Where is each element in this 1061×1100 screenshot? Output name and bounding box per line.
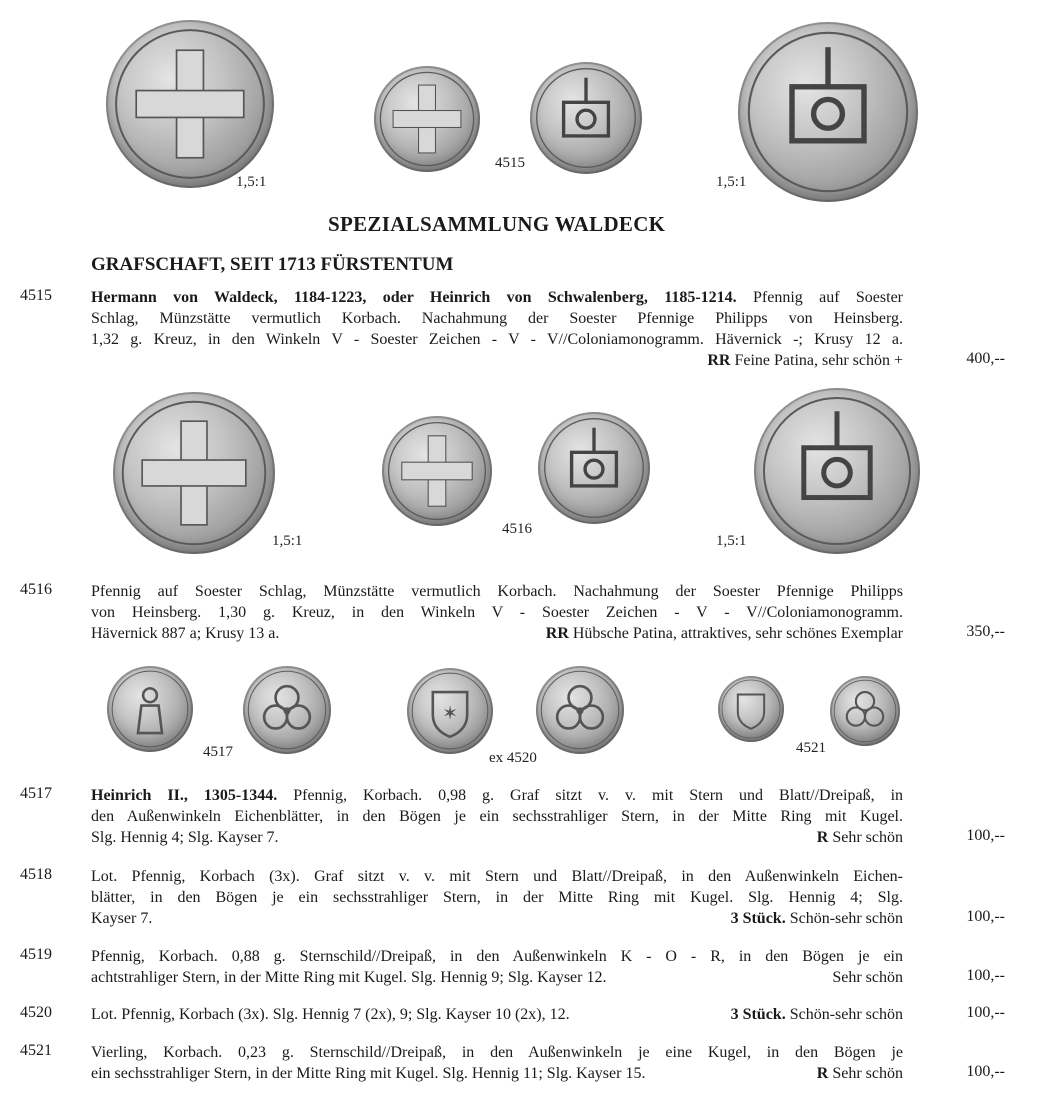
lot-grade: R Sehr schön bbox=[816, 1065, 903, 1082]
coin-4516-reverse-enlarged bbox=[754, 388, 920, 554]
lot-grade: RR Hübsche Patina, attraktives, sehr schönes Exemplar bbox=[545, 625, 903, 642]
coin-4516-obverse bbox=[382, 416, 492, 526]
trefoil-icon bbox=[536, 666, 624, 754]
lot-price: 100,-- bbox=[966, 1063, 1005, 1080]
plate-4515-ratio-left: 1,5:1 bbox=[236, 174, 267, 190]
lot-number: 4517 bbox=[20, 785, 52, 802]
coin-4517-reverse bbox=[243, 666, 331, 754]
lot-number: 4521 bbox=[20, 1042, 52, 1059]
lot-grade: RR Feine Patina, sehr schön + bbox=[707, 352, 903, 369]
coin-4515-obverse-enlarged bbox=[106, 20, 274, 188]
coin-4521-reverse bbox=[830, 676, 900, 746]
cross-icon bbox=[374, 66, 480, 172]
coin-4515-reverse bbox=[530, 62, 642, 174]
coin-4517-obverse bbox=[107, 666, 193, 752]
lot-number: 4520 bbox=[20, 1004, 52, 1021]
star-shield-icon bbox=[718, 676, 784, 742]
lot-number: 4515 bbox=[20, 287, 52, 304]
lot-number: 4519 bbox=[20, 946, 52, 963]
lot-price: 400,-- bbox=[966, 350, 1005, 367]
plate-4520-lot-number: ex 4520 bbox=[489, 750, 537, 766]
lot-number: 4516 bbox=[20, 581, 52, 598]
lot-price: 100,-- bbox=[966, 827, 1005, 844]
lot-description: Lot. Pfennig, Korbach (3x). Graf sitzt v. v. mit Stern und Blatt//Dreipaß, in den Außenwinkeln Eichen- blätter, in den Bögen je ein sechsstrahliger Stern, in der Mitte Ring mit Kugel. Slg. Hennig 4; Slg. Kayser 7. 3 Stück. Schön-sehr schön bbox=[91, 868, 903, 927]
colonia-monogram-icon bbox=[754, 388, 920, 554]
lot-description: Hermann von Waldeck, 1184-1223, oder Heinrich von Schwalenberg, 1185-1214. Pfennig auf Soester Schlag, Münzstätte vermutlich Korbach. Nachahmung der Soester Pfennige Philipps von Heinsberg. 1,32 g. Kreuz, in den Winkeln V - Soester Zeichen - V - V//Coloniamonogramm. Hävernick -; Krusy 12 a. RR Feine Patina, sehr schön + bbox=[91, 289, 904, 369]
coin-4521-obverse bbox=[718, 676, 784, 742]
section-title: SPEZIALSAMMLUNG WALDECK bbox=[328, 212, 666, 236]
coin-4520-reverse bbox=[536, 666, 624, 754]
coin-4516-reverse bbox=[538, 412, 650, 524]
plate-4515-ratio-right: 1,5:1 bbox=[716, 174, 747, 190]
lot-grade: R Sehr schön bbox=[816, 829, 903, 846]
trefoil-icon bbox=[243, 666, 331, 754]
colonia-monogram-icon bbox=[530, 62, 642, 174]
plate-4521-lot-number: 4521 bbox=[796, 740, 826, 756]
colonia-monogram-icon bbox=[738, 22, 918, 202]
plate-4515-lot-number: 4515 bbox=[495, 155, 525, 171]
lot-price: 350,-- bbox=[966, 623, 1005, 640]
cross-icon bbox=[382, 416, 492, 526]
lot-ruler: Hermann von Waldeck, 1184-1223, oder Heinrich von Schwalenberg, 1185-1214. bbox=[91, 289, 737, 306]
lot-grade: Sehr schön bbox=[832, 969, 903, 986]
coin-4515-reverse-enlarged bbox=[738, 22, 918, 202]
seated-count-icon bbox=[107, 666, 193, 752]
coin-4515-obverse bbox=[374, 66, 480, 172]
coin-4520-obverse bbox=[407, 668, 493, 754]
lot-number: 4518 bbox=[20, 866, 52, 883]
lot-price: 100,-- bbox=[966, 1004, 1005, 1021]
lot-description: Vierling, Korbach. 0,23 g. Sternschild//Dreipaß, in den Außenwinkeln je eine Kugel, in den Bögen je ein sechsstrahliger Stern, in der Mitte Ring mit Kugel. Slg. Hennig 11; Slg. Kayser 15. R Sehr schön bbox=[91, 1044, 903, 1082]
lot-description: Pfennig, Korbach. 0,88 g. Sternschild//Dreipaß, in den Außenwinkeln K - O - R, in den Bögen je ein achtstrahliger Stern, in der Mitte Ring mit Kugel. Slg. Hennig 9; Slg. Kayser 12. Sehr schön bbox=[91, 948, 903, 986]
lot-price: 100,-- bbox=[966, 908, 1005, 925]
trefoil-icon bbox=[830, 676, 900, 746]
colonia-monogram-icon bbox=[538, 412, 650, 524]
cross-icon bbox=[113, 392, 275, 554]
plate-4516-lot-number: 4516 bbox=[502, 521, 532, 537]
lot-description: Pfennig auf Soester Schlag, Münzstätte vermutlich Korbach. Nachahmung der Soester Pfennige Philipps von Heinsberg. 1,30 g. Kreuz, in den Winkeln V - Soester Zeichen - V - V//Coloniamonogramm. Hävernick 887 a; Krusy 13 a. RR Hübsche Patina, attraktives, sehr schönes Exemplar bbox=[91, 583, 903, 642]
lot-price: 100,-- bbox=[966, 967, 1005, 984]
plate-4516-ratio-right: 1,5:1 bbox=[716, 533, 747, 549]
sub-title: GRAFSCHAFT, SEIT 1713 FÜRSTENTUM bbox=[91, 254, 454, 275]
lot-ruler: Heinrich II., 1305-1344. bbox=[91, 787, 278, 804]
lot-grade: 3 Stück. Schön-sehr schön bbox=[730, 1006, 903, 1023]
plate-4516-ratio-left: 1,5:1 bbox=[272, 533, 303, 549]
lot-description: Lot. Pfennig, Korbach (3x). Slg. Hennig 7 (2x), 9; Slg. Kayser 10 (2x), 12. 3 Stück. Schön-sehr schön bbox=[91, 1006, 903, 1023]
svg-text:✶: ✶ bbox=[442, 703, 458, 725]
plate-4517-lot-number: 4517 bbox=[203, 744, 233, 760]
lot-description: Heinrich II., 1305-1344. Pfennig, Korbach. 0,98 g. Graf sitzt v. v. mit Stern und Blatt//Dreipaß, in den Außenwinkeln Eichenblätter, in den Bögen je ein sechsstrahliger Stern, in der Mitte Ring mit Kugel. Slg. Hennig 4; Slg. Kayser 7. R Sehr schön bbox=[91, 787, 904, 846]
lot-grade: 3 Stück. Schön-sehr schön bbox=[730, 910, 903, 927]
coin-4516-obverse-enlarged bbox=[113, 392, 275, 554]
star-shield-icon bbox=[407, 668, 493, 754]
cross-icon bbox=[106, 20, 274, 188]
